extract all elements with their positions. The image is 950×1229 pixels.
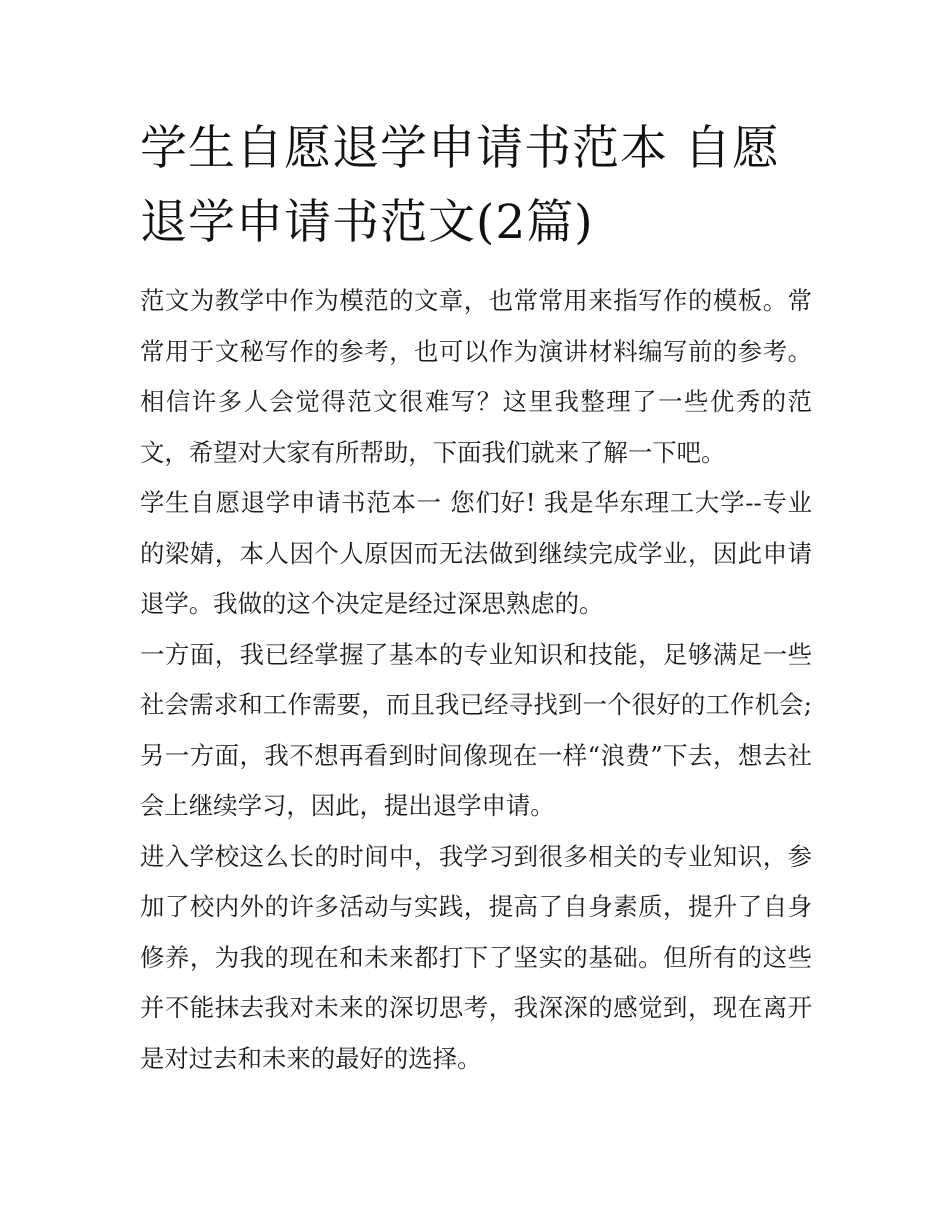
document-title: 学生自愿退学申请书范本 自愿退学申请书范文(2篇) [140, 121, 780, 250]
paragraph-reasons: 一方面，我已经掌握了基本的专业知识和技能，足够满足一些社会需求和工作需要，而且我已经寻找到一个很好的工作机会;另一方面，我不想再看到时间像现在一样“浪费”下去，想去社会上继续学习，因此，提出退学申请。 [140, 639, 812, 820]
paragraph-intro: 范文为教学中作为模范的文章，也常常用来指写作的模板。常常用于文秘写作的参考，也可以作为演讲材料编写前的参考。相信许多人会觉得范文很难写？这里我整理了一些优秀的范文，希望对大家有所帮助，下面我们就来了解一下吧。 [140, 286, 812, 467]
document-page [140, 112, 812, 1084]
document-body [140, 276, 812, 1084]
paragraph-application-opening: 学生自愿退学申请书范本一 您们好! 我是华东理工大学--专业的梁婧，本人因个人原因而无法做到继续完成学业，因此申请退学。我做的这个决定是经过深思熟虑的。 [140, 488, 812, 618]
paragraph-reflection: 进入学校这么长的时间中，我学习到很多相关的专业知识，参加了校内外的许多活动与实践，提高了自身素质，提升了自身修养，为我的现在和未来都打下了坚实的基础。但所有的这些并不能抹去我对未来的深切思考，我深深的感觉到，现在离开是对过去和未来的最好的选择。 [140, 841, 812, 1073]
